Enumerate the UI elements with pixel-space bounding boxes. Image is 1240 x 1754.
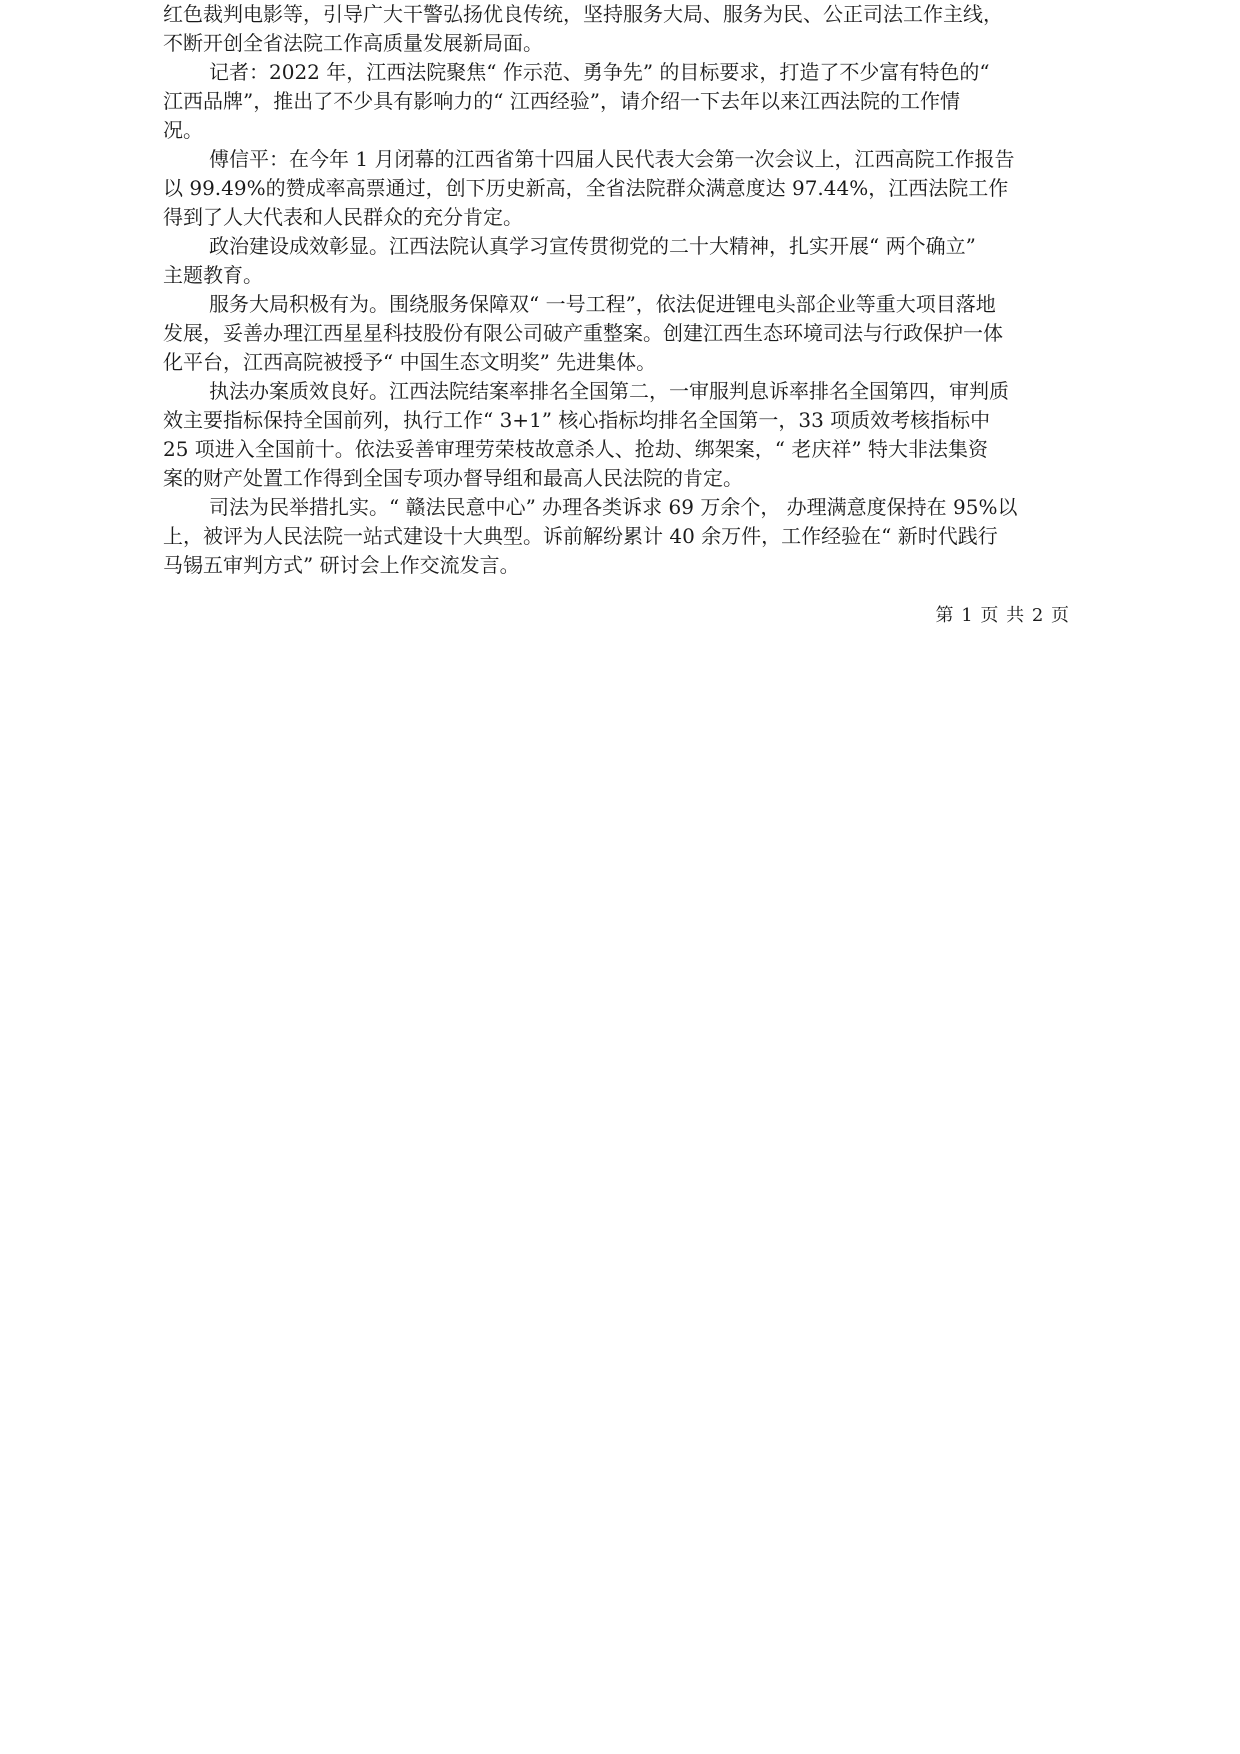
text-line: 化平台，江西高院被授予“ 中国生态文明奖” 先进集体。: [163, 350, 657, 374]
text-line: 效主要指标保持全国前列，执行工作“ 3+1” 核心指标均排名全国第一，33 项质效考核指标中: [163, 408, 991, 432]
page-number: 第 1 页 共 2 页: [935, 605, 1070, 626]
text-line: 不断开创全省法院工作高质量发展新局面。: [163, 31, 543, 55]
text-line: 马锡五审判方式” 研讨会上作交流发言。: [163, 553, 520, 577]
text-line: 上，被评为人民法院一站式建设十大典型。诉前解纷累计 40 余万件，工作经验在“ 新时代践行: [163, 524, 998, 548]
text-line: 案的财产处置工作得到全国专项办督导组和最高人民法院的肯定。: [163, 466, 743, 490]
text-line: 25 项进入全国前十。依法妥善审理劳荣枝故意杀人、抢劫、绑架案，“ 老庆祥” 特大非法集资: [163, 437, 988, 461]
text-line: 傅信平：在今年 1 月闭幕的江西省第十四届人民代表大会第一次会议上，江西高院工作报告: [209, 147, 1015, 171]
text-line: 服务大局积极有为。围绕服务保障双“ 一号工程”，依法促进锂电头部企业等重大项目落地: [209, 292, 996, 316]
text-line: 司法为民举措扎实。“ 赣法民意中心” 办理各类诉求 69 万余个， 办理满意度保持在 95%以: [209, 495, 1018, 519]
text-line: 红色裁判电影等，引导广大干警弘扬优良传统，坚持服务大局、服务为民、公正司法工作主线，: [163, 2, 1003, 26]
text-line: 主题教育。: [163, 263, 263, 287]
text-line: 记者：2022 年，江西法院聚焦“ 作示范、勇争先” 的目标要求，打造了不少富有特色的“: [209, 60, 990, 84]
article-body: [163, 0, 1085, 580]
text-line: 执法办案质效良好。江西法院结案率排名全国第二，一审服判息诉率排名全国第四，审判质: [209, 379, 1009, 403]
text-line: 以 99.49%的赞成率高票通过，创下历史新高，全省法院群众满意度达 97.44%，江西法院工作: [163, 176, 1009, 200]
text-line: 得到了人大代表和人民群众的充分肯定。: [163, 205, 523, 229]
text-line: 发展，妥善办理江西星星科技股份有限公司破产重整案。创建江西生态环境司法与行政保护一体: [163, 321, 1003, 345]
text-line: 政治建设成效彰显。江西法院认真学习宣传贯彻党的二十大精神，扎实开展“ 两个确立”: [209, 234, 976, 258]
text-line: 江西品牌”，推出了不少具有影响力的“ 江西经验”，请介绍一下去年以来江西法院的工作情: [163, 89, 961, 113]
text-line: 况。: [163, 118, 203, 142]
